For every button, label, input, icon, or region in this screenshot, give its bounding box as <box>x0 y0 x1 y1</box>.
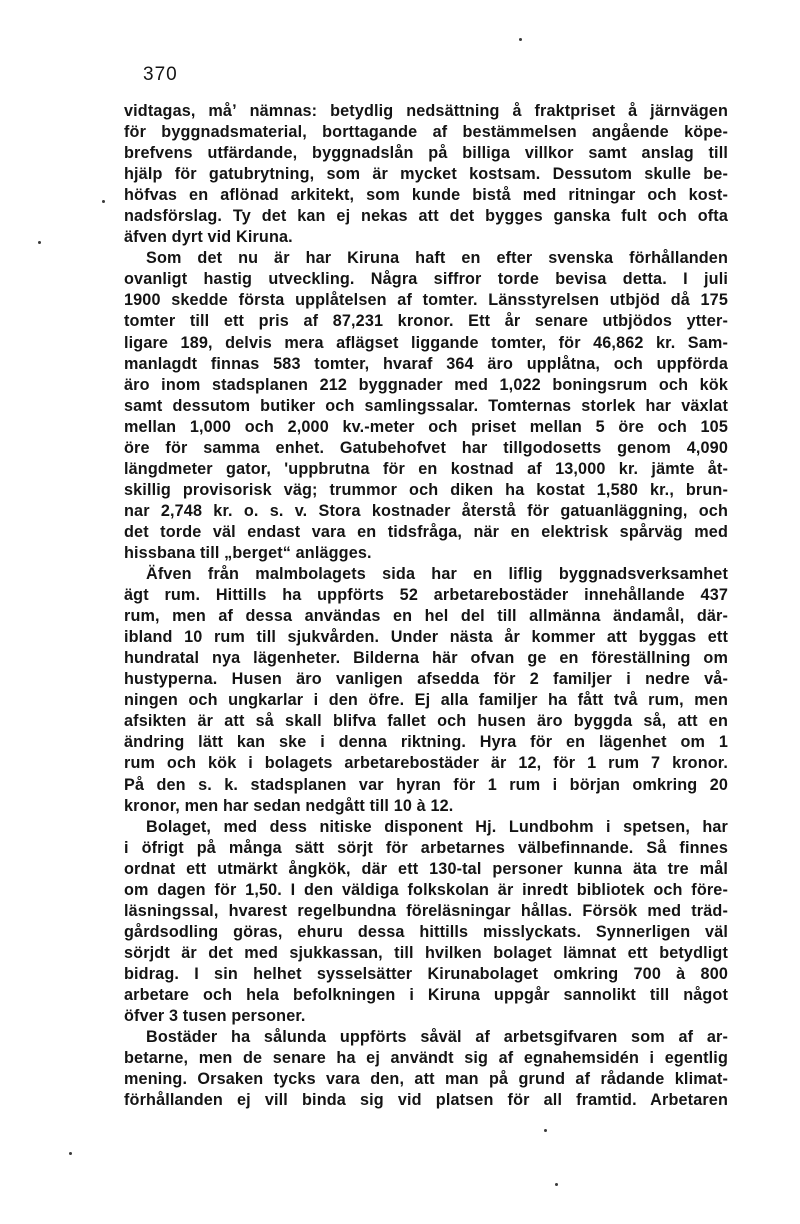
text-line: På den s. k. stadsplanen var hyran för 1 rum i början omkring 20 <box>124 775 728 794</box>
text-line: mening. Orsaken tycks vara den, att man på grund af rådande klimat- <box>124 1070 728 1089</box>
body-text <box>124 101 728 1111</box>
text-line: öfver 3 tusen personer. <box>124 1007 306 1026</box>
print-speck <box>519 38 522 41</box>
text-line: läsningssal, hvarest regelbundna föreläsningar hållas. Försök med träd- <box>124 901 728 920</box>
print-speck <box>38 241 41 244</box>
print-speck <box>555 1183 558 1186</box>
text-line: längdmeter gator, 'uppbrutna för en kostnad af 13,000 kr. jämte åt- <box>124 459 728 478</box>
text-line: om dagen för 1,50. I den väldiga folkskolan är inredt bibliotek och före- <box>124 880 728 899</box>
text-line: rum, men af dessa användas en hel del till allmänna ändamål, där- <box>124 607 728 626</box>
text-line: i öfrigt på många sätt sörjt för arbetarnes välbefinnande. Så finnes <box>124 838 728 857</box>
text-line: nadsförslag. Ty det kan ej nekas att det bygges ganska fult och ofta <box>124 207 728 226</box>
text-line: äfven dyrt vid Kiruna. <box>124 228 293 247</box>
text-line: förhållanden ej vill binda sig vid platsen för all framtid. Arbetaren <box>124 1091 728 1110</box>
text-line: ningen och ungkarlar i den öfre. Ej alla familjer ha fått två rum, men <box>124 691 728 710</box>
text-line: höfvas en aflönad arkitekt, som kunde bistå med ritningar och kost- <box>124 186 728 205</box>
text-line: öre för samma enhet. Gatubehofvet har tillgodosetts genom 4,090 <box>124 438 728 457</box>
text-line: ordnat ett utmärkt ångkök, där ett 130-tal personer kunna äta tre mål <box>124 859 728 878</box>
paragraph-first-line: Som det nu är har Kiruna haft en efter svenska förhållanden <box>146 249 728 268</box>
text-line: arbetare och hela befolkningen i Kiruna uppgår sannolikt till något <box>124 985 728 1004</box>
print-speck <box>69 1152 72 1155</box>
text-line: nar 2,748 kr. o. s. v. Stora kostnader återstå för gatuanläggning, och <box>124 501 728 520</box>
paragraph-first-line: Äfven från malmbolagets sida har en liflig byggnadsverksamhet <box>146 565 728 584</box>
text-line: skillig provisorisk väg; trummor och diken ha kostat 1,580 kr., brun- <box>124 480 728 499</box>
text-line: vidtagas, måʼ nämnas: betydlig nedsättning å fraktpriset å järnvägen <box>124 102 728 120</box>
text-line: för byggnadsmaterial, borttagande af bestämmelsen angående köpe- <box>124 123 728 142</box>
text-line: äro inom stadsplanen 212 byggnader med 1,022 boningsrum och kök <box>124 375 728 394</box>
paragraph-first-line: Bolaget, med dess nitiske disponent Hj. Lundbohm i spetsen, har <box>146 817 728 836</box>
text-line: brefvens utfärdande, byggnadslån på billiga villkor samt anslag till <box>124 144 728 163</box>
text-line: 1900 skedde första upplåtelsen af tomter. Länsstyrelsen utbjöd då 175 <box>124 291 728 310</box>
text-line: ligare 189, delvis mera aflägset liggande tomter, för 46,862 kr. Sam- <box>124 333 728 352</box>
paragraph-first-line: Bostäder ha sålunda uppförts såväl af arbetsgifvaren som af ar- <box>146 1028 728 1047</box>
text-line: afsikten är att så skall blifva fallet och husen äro byggda så, att en <box>124 712 728 731</box>
text-line: betarne, men de senare ha ej användt sig af egnahemsidén i egentlig <box>124 1049 728 1068</box>
text-line: det torde väl endast vara en tidsfråga, när en elektrisk spårväg med <box>124 522 728 541</box>
text-line: bidrag. I sin helhet sysselsätter Kirunabolaget omkring 700 à 800 <box>124 964 728 983</box>
page-number: 370 <box>143 64 178 85</box>
text-line: sörjdt är det med sjukkassan, till hvilken bolaget lämnat ett betydligt <box>124 943 728 962</box>
text-line: tomter till ett pris af 87,231 kronor. Ett år senare utbjödos ytter- <box>124 312 728 331</box>
text-line: ovanligt hastig utveckling. Några siffror torde bevisa detta. I juli <box>124 270 728 289</box>
text-line: ägt rum. Hittills ha uppförts 52 arbetarebostäder innehållande 437 <box>124 586 728 605</box>
text-line: hustyperna. Husen äro vanligen afsedda för 2 familjer i nedre vå- <box>124 670 728 689</box>
print-speck <box>544 1129 547 1132</box>
text-line: mellan 1,000 och 2,000 kv.-meter och priset mellan 5 öre och 105 <box>124 417 728 436</box>
text-line: kronor, men har sedan nedgått till 10 à 12. <box>124 796 454 815</box>
print-speck <box>102 200 105 203</box>
text-line: samt dessutom butiker och samlingssalar. Tomternas storlek har växlat <box>124 396 728 415</box>
text-line: ibland 10 rum till sjukvården. Under nästa år kommer att byggas ett <box>124 628 728 647</box>
text-line: manlagdt finnas 583 tomter, hvaraf 364 äro upplåtna, och uppförda <box>124 354 728 373</box>
text-line: gårdsodling göras, ehuru dessa hittills misslyckats. Synnerligen väl <box>124 922 728 941</box>
text-line: hjälp för gatubrytning, som är mycket kostsam. Dessutom skulle be- <box>124 165 728 184</box>
text-line: hissbana till „berget“ anlägges. <box>124 543 372 562</box>
text-line: ändring lätt kan ske i denna riktning. Hyra för en lägenhet om 1 <box>124 733 728 752</box>
text-line: rum och kök i bolagets arbetarebostäder är 12, för 1 rum 7 kronor. <box>124 754 728 773</box>
text-line: hundratal nya lägenheter. Bilderna här ofvan ge en föreställning om <box>124 649 728 668</box>
